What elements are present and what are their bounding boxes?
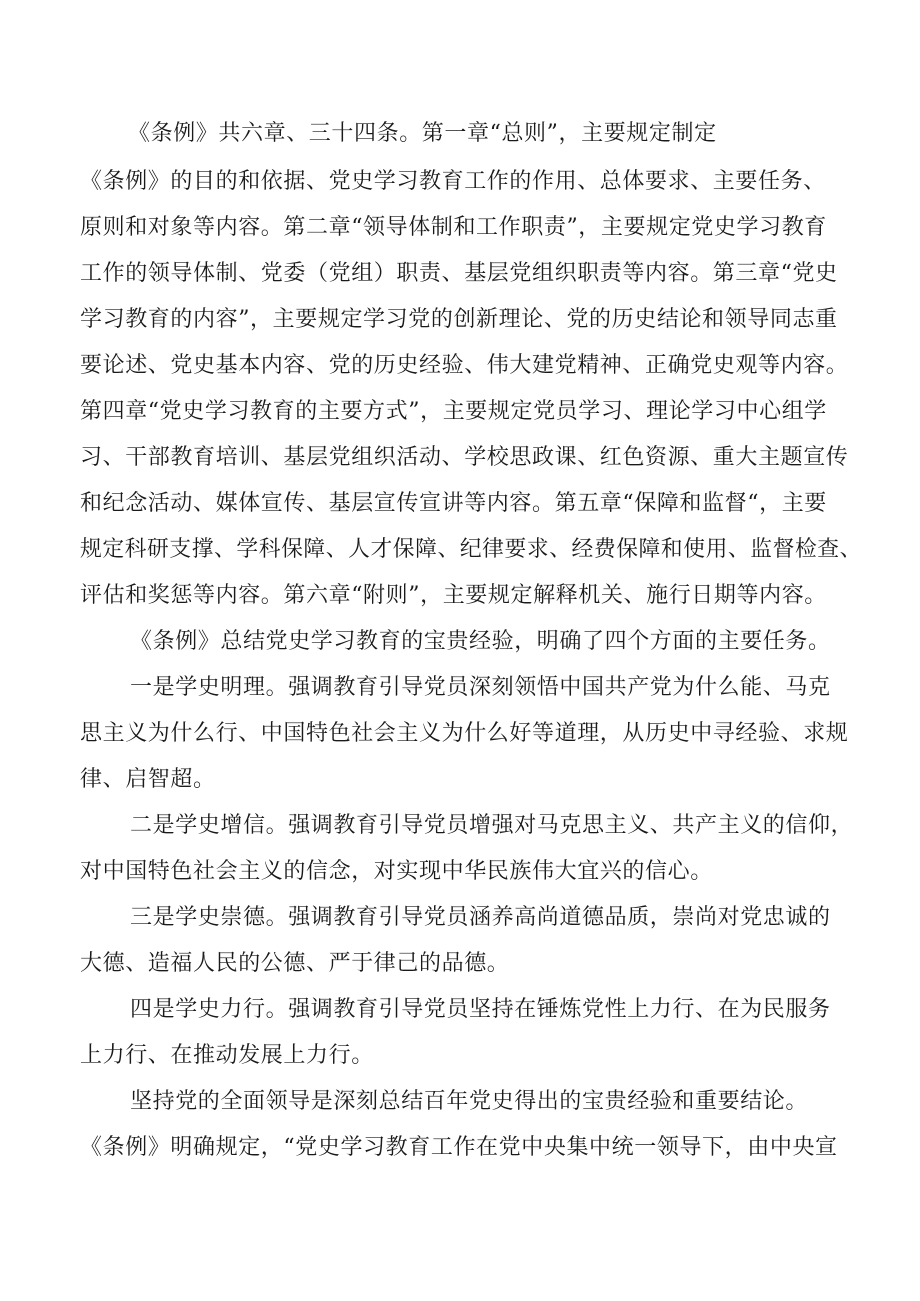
- text-line: 工作的领导体制、党委（党组）职责、基层党组织职责等内容。第三章“党史: [80, 261, 838, 286]
- text-line: 坚持党的全面领导是深刻总结百年党史得出的宝贵经验和重要结论。: [130, 1089, 809, 1114]
- text-line: 《条例》明确规定，“党史学习教育工作在党中央集中统一领导下，由中央宣: [80, 1135, 838, 1160]
- text-line: 和纪念活动、媒体宣传、基层宣传宣讲等内容。第五章“保障和监督“，主要: [80, 491, 827, 516]
- text-line: 上力行、在推动发展上力行。: [80, 1043, 374, 1068]
- text-line: 《条例》总结党史学习教育的宝贵经验，明确了四个方面的主要任务。: [130, 629, 831, 654]
- text-line: 原则和对象等内容。第二章“领导体制和工作职责”，主要规定党史学习教育: [80, 215, 827, 240]
- text-line: 对中国特色社会主义的信念，对实现中华民族伟大宜兴的信心。: [80, 859, 713, 884]
- text-line: 要论述、党史基本内容、党的历史经验、伟大建党精神、正确党史观等内容。: [80, 353, 849, 378]
- text-line: 规定科研支撑、学科保障、人才保障、纪律要求、经费保障和使用、监督检查、: [80, 537, 862, 562]
- text-line: 习、干部教育培训、基层党组织活动、学校思政课、红色资源、重大主题宣传: [80, 445, 849, 470]
- text-line: 四是学史力行。强调教育引导党员坚持在锤炼党性上力行、在为民服务: [130, 997, 831, 1022]
- text-line: 大德、造福人民的公德、严于律己的品德。: [80, 951, 510, 976]
- text-line: 律、启智超。: [80, 767, 216, 792]
- text-line: 三是学史崇德。强调教育引导党员涵养高尚道德品质，崇尚对党忠诚的: [130, 905, 831, 930]
- text-line: 《条例》共六章、三十四条。第一章“总则”，主要规定制定: [128, 121, 717, 146]
- text-line: 一是学史明理。强调教育引导党员深刻领悟中国共产党为什么能、马克: [130, 675, 831, 700]
- text-line: 评估和奖惩等内容。第六章“附则”，主要规定解释机关、施行日期等内容。: [80, 583, 827, 608]
- text-line: 思主义为什么行、中国特色社会主义为什么好等道理，从历史中寻经验、求规: [80, 721, 849, 746]
- text-line: 第四章“党史学习教育的主要方式”，主要规定党员学习、理论学习中心组学: [80, 399, 827, 424]
- text-line: 学习教育的内容”，主要规定学习党的创新理论、党的历史结论和领导同志重: [80, 307, 838, 332]
- text-line: 二是学史增信。强调教育引导党员增强对马克思主义、共产主义的信仰，: [130, 813, 854, 838]
- text-line: 《条例》的目的和依据、党史学习教育工作的作用、总体要求、主要任务、: [80, 169, 826, 194]
